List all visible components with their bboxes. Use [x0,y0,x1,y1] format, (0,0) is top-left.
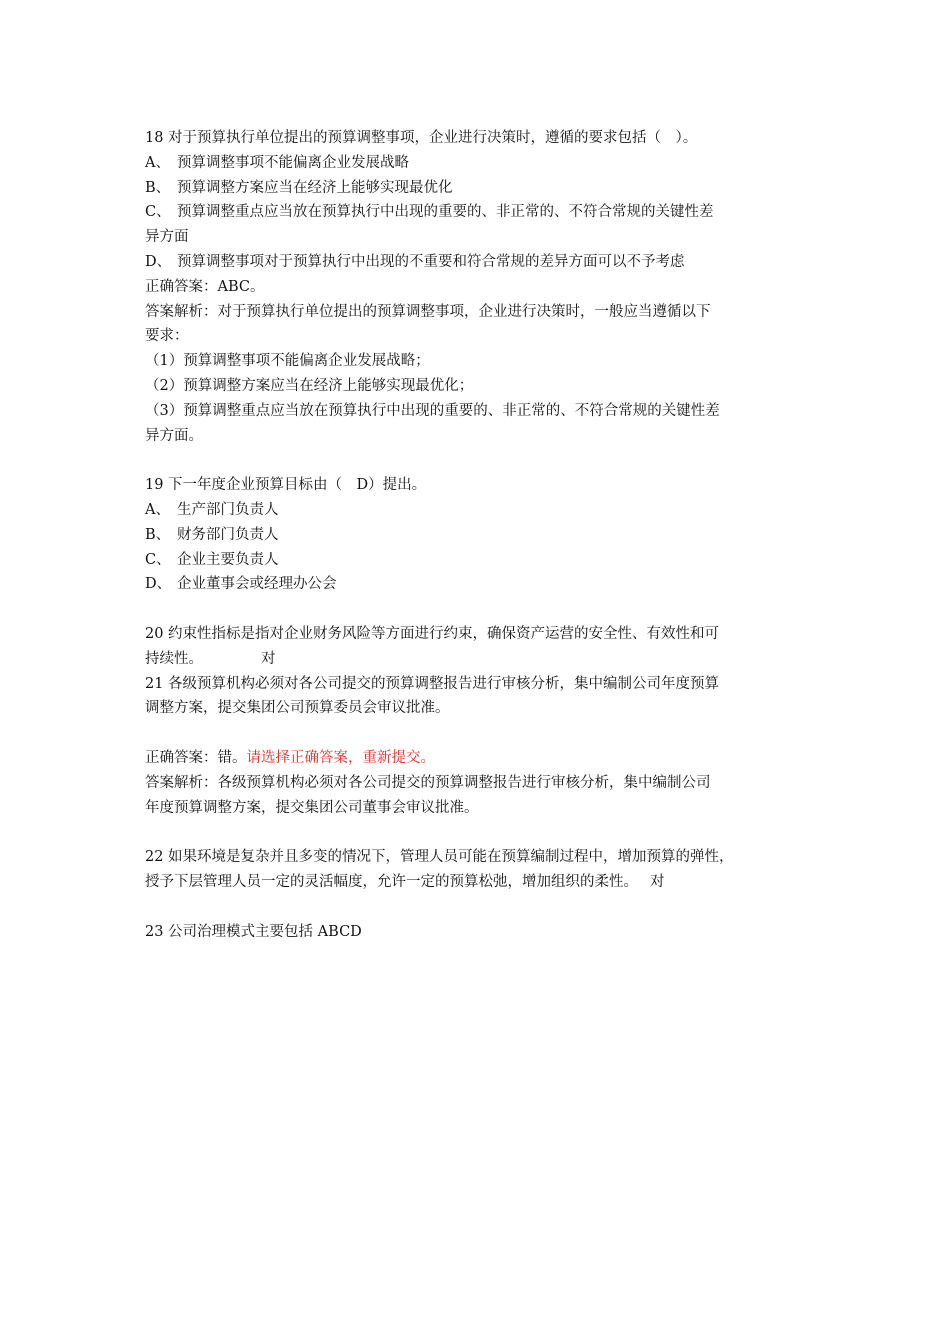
option-letter: C、 [145,551,171,568]
question-19-stem: 19 下一年度企业预算目标由（ D）提出。 [145,477,427,494]
question-18-answer: 正确答案：ABC。 [145,278,265,295]
question-22-stem-continued [145,870,825,895]
option-text: 预算调整事项不能偏离企业发展战略 [177,154,409,171]
blank-line [145,721,825,746]
question-22-text: 授予下层管理人员一定的灵活幅度，允许一定的预算松弛，增加组织的柔性。 [145,873,638,890]
question-19-option-a [145,498,825,523]
option-text: 预算调整事项对于预算执行中出现的不重要和符合常规的差异方面可以不予考虑 [177,253,685,270]
blank-line [145,597,825,622]
option-text: 财务部门负责人 [177,526,279,543]
question-18-point-3: （3）预算调整重点应当放在预算执行中出现的重要的、非正常的、不符合常规的关键性差 [145,402,720,419]
option-letter: C、 [145,204,171,221]
question-23-stem: 23 公司治理模式主要包括 ABCD [145,923,362,940]
question-18-option-a [145,151,825,176]
question-20-text: 持续性。 [145,650,203,667]
question-22-verdict: 对 [650,873,665,890]
question-21-stem-continued: 调整方案，提交集团公司预算委员会审议批准。 [145,700,450,717]
question-18-stem: 18 对于预算执行单位提出的预算调整事项，企业进行决策时，遵循的要求包括（ ）。 [145,130,698,146]
question-18-analysis: 答案解析：对于预算执行单位提出的预算调整事项，企业进行决策时，一般应当遵循以下 [145,303,711,320]
option-letter: B、 [145,179,171,196]
question-19-option-d [145,572,825,597]
question-21-analysis: 答案解析：各级预算机构必须对各公司提交的预算调整报告进行审核分析，集中编制公司 [145,774,711,791]
question-18-point-1: （1）预算调整事项不能偏离企业发展战略； [145,353,430,370]
blank-line [145,448,825,473]
question-18-option-d [145,250,825,275]
question-18-analysis-continued: 要求： [145,328,189,345]
question-22-stem: 22 如果环境是复杂并且多变的情况下，管理人员可能在预算编制过程中，增加预算的弹性， [145,849,734,866]
blank-line [145,895,825,920]
question-21-analysis-continued: 年度预算调整方案，提交集团公司董事会审议批准。 [145,799,479,816]
question-21-answer [145,746,825,771]
blank-line [145,820,825,845]
option-letter: D、 [145,576,172,593]
option-letter: D、 [145,253,172,270]
option-text: 预算调整重点应当放在预算执行中出现的重要的、非正常的、不符合常规的关键性差 [177,204,714,221]
question-20-verdict: 对 [261,650,276,667]
question-18-option-b [145,176,825,201]
question-18-option-c [145,200,825,225]
option-letter: B、 [145,526,171,543]
answer-text: 正确答案：错。 [145,749,247,766]
resubmit-warning: 请选择正确答案，重新提交。 [246,749,435,766]
question-19-option-c [145,548,825,573]
option-letter: A、 [145,154,170,171]
question-20-stem-continued [145,647,825,672]
option-text: 生产部门负责人 [177,501,279,518]
question-19-option-b [145,523,825,548]
question-21-stem: 21 各级预算机构必须对各公司提交的预算调整报告进行审核分析，集中编制公司年度预算 [145,675,720,692]
question-18-point-2: （2）预算调整方案应当在经济上能够实现最优化； [145,377,474,394]
option-text: 预算调整方案应当在经济上能够实现最优化 [177,179,453,196]
option-letter: A、 [145,501,170,518]
document-page [145,126,825,944]
question-20-stem: 20 约束性指标是指对企业财务风险等方面进行约束，确保资产运营的安全性、有效性和可 [145,625,720,642]
question-18-point-3-continued: 异方面。 [145,427,203,444]
option-text: 企业主要负责人 [177,551,279,568]
option-text: 企业董事会或经理办公会 [177,576,337,593]
question-18-option-c-continued: 异方面 [145,229,189,246]
